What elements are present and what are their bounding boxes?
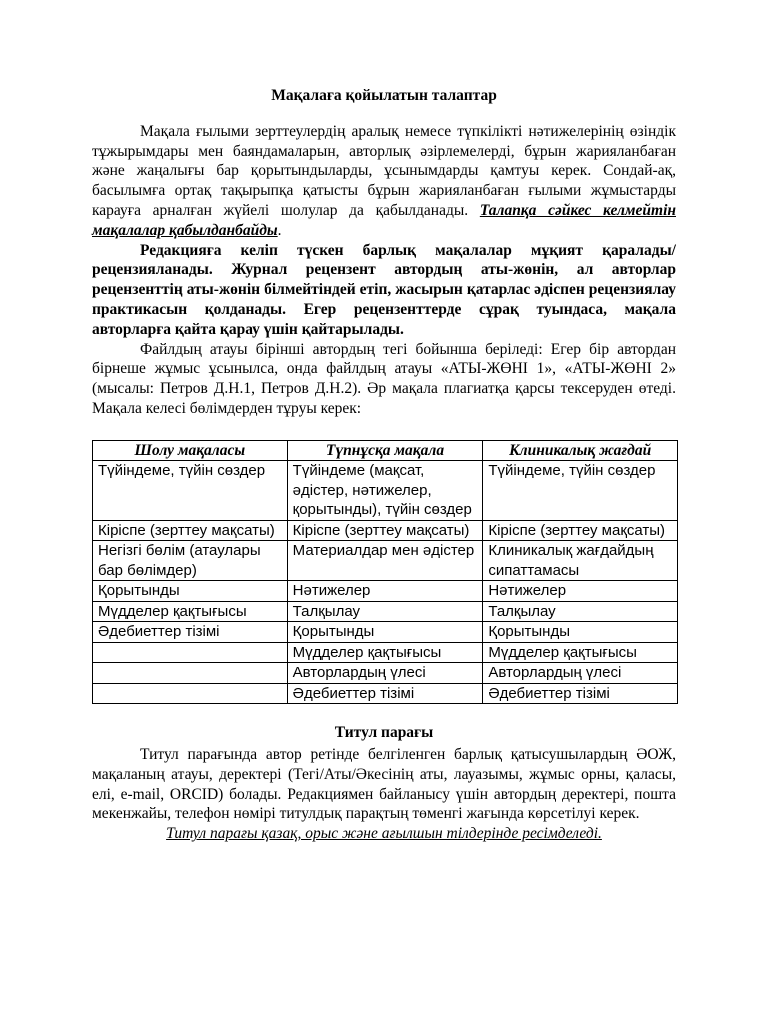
- table-cell: [93, 683, 288, 704]
- table-row: [93, 642, 678, 663]
- table-cell: Қорытынды: [287, 622, 483, 643]
- title-page-note: Титул парағы қазақ, орыс және ағылшын тілдерінде ресімделеді.: [166, 825, 602, 843]
- intro-text: Мақала ғылыми зерттеулердің аралық немесе түпкілікті нәтижелерінің өзіндік тұжырымдары мен баяндамаларын, авторлық әзірлемелерді, бұрын жарияланбаған және жаңалығы бар қорытындыларды, ұсынымдарды қамтуы керек. Сондай-ақ, басылымға ортақ тақырыпқа қатысты бұрын жарияланбаған ғылыми жұмыстарды карауға арналған жүйелі шолулар да қабылданады.: [92, 122, 676, 219]
- intro-end: .: [277, 221, 282, 239]
- table-row: [93, 541, 678, 581]
- table-cell: Нәтижелер: [287, 581, 483, 602]
- table-cell: Қорытынды: [483, 622, 678, 643]
- table-cell: Талқылау: [483, 601, 678, 622]
- table-cell: Қорытынды: [93, 581, 288, 602]
- table-cell: Авторлардың үлесі: [287, 663, 483, 684]
- document-page: [92, 86, 676, 844]
- table-row: [93, 461, 678, 521]
- table-cell: Авторлардың үлесі: [483, 663, 678, 684]
- header-original-article: Түпнұсқа мақала: [287, 440, 483, 461]
- table-cell: Мүдделер қақтығысы: [483, 642, 678, 663]
- table-row: [93, 601, 678, 622]
- title-page-heading: Титул парағы: [334, 724, 434, 742]
- table-cell: Кіріспе (зерттеу мақсаты): [287, 520, 483, 541]
- table-row: [93, 683, 678, 704]
- table-cell: Түйіндеме (мақсат, әдістер, нәтижелер, қорытынды), түйін сөздер: [287, 461, 483, 521]
- header-review-article: Шолу мақаласы: [93, 440, 288, 461]
- intro-paragraph: [92, 122, 676, 241]
- table-cell: Мүдделер қақтығысы: [93, 601, 288, 622]
- title-page-paragraph: Титул парағында автор ретінде белгіленген барлық қатысушылардың ӘОЖ, мақаланың атауы, деректері (Тегі/Аты/Әкесінің аты, лауазымы, жұмыс орны, қаласы, елі, e-mail, ORCID) болады. Редакциямен байланысу үшін автордың деректері, пошта мекенжайы, телефон нөмірі титулдық парақтың төменгі жағында көрсетілуі керек.: [92, 746, 676, 823]
- table-cell: Әдебиеттер тізімі: [483, 683, 678, 704]
- table-cell: Материалдар мен әдістер: [287, 541, 483, 581]
- table-cell: Талқылау: [287, 601, 483, 622]
- table-cell: Кіріспе (зерттеу мақсаты): [483, 520, 678, 541]
- table-header-row: [93, 440, 678, 461]
- table-cell: [93, 642, 288, 663]
- rejection-notice: Талапқа сәйкес келмейтін мақалалар қабылданбайды: [92, 201, 676, 239]
- table-cell: [93, 663, 288, 684]
- table-row: [93, 520, 678, 541]
- article-sections-table: [92, 440, 678, 705]
- table-row: [93, 622, 678, 643]
- table-cell: Әдебиеттер тізімі: [93, 622, 288, 643]
- table-cell: Клиникалық жағдайдың сипаттамасы: [483, 541, 678, 581]
- table-cell: Әдебиеттер тізімі: [287, 683, 483, 704]
- page-title: Мақалаға қойылатын талаптар: [271, 87, 497, 104]
- table-cell: Түйіндеме, түйін сөздер: [483, 461, 678, 521]
- table-cell: Негізгі бөлім (атаулары бар бөлімдер): [93, 541, 288, 581]
- table-row: [93, 663, 678, 684]
- table-cell: Кіріспе (зерттеу мақсаты): [93, 520, 288, 541]
- table-cell: Түйіндеме, түйін сөздер: [93, 461, 288, 521]
- review-paragraph: Редакцияға келіп түскен барлық мақалалар мұқият қаралады/рецензияланады. Журнал рецензент автордың аты-жөнін, ал авторлар рецензенттің аты-жөнін білмейтіндей етіп, жасырын қатарлас әдіспен рецензиялау практикасын қолданады. Егер рецензенттерде сұрақ туындаса, мақала авторларға қайта қарау үшін қайтарылады.: [92, 241, 676, 338]
- filename-paragraph: Файлдың атауы бірінші автордың тегі бойынша беріледі: Егер бір автордан бірнеше жұмыс ұсынылса, онда файлдың атауы «АТЫ-ЖӨНІ 1», «АТЫ-ЖӨНІ 2» (мысалы: Петров Д.Н.1, Петров Д.Н.2). Әр мақала плагиатқа қарсы тексеруден өтеді. Мақала келесі бөлімдерден тұруы керек:: [92, 340, 676, 417]
- header-clinical-case: Клиникалық жағдай: [483, 440, 678, 461]
- table-cell: Нәтижелер: [483, 581, 678, 602]
- table-cell: Мүдделер қақтығысы: [287, 642, 483, 663]
- table-row: [93, 581, 678, 602]
